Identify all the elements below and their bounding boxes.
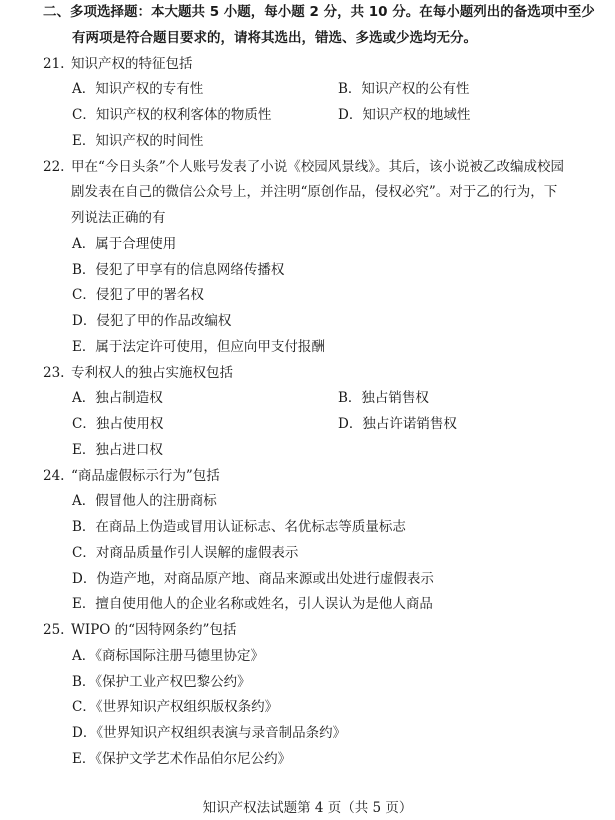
option-a: A．《商标国际注册马德里协定》	[72, 647, 264, 664]
question-number: 21.	[43, 55, 65, 72]
question-21	[0, 52, 615, 78]
question-number: 24.	[43, 467, 65, 484]
question-24	[0, 464, 615, 490]
option-c: C．侵犯了甲的署名权	[72, 287, 204, 304]
question-22	[0, 155, 615, 181]
option-c: C．《世界知识产权组织版权条约》	[72, 699, 279, 716]
question-stem: 知识产权的特征包括	[71, 55, 193, 72]
question-stem: 专利权人的独占实施权包括	[71, 364, 233, 381]
option-e: E．属于法定许可使用，但应向甲支付报酬	[72, 338, 325, 355]
question-stem: WIPO 的“因特网条约”包括	[71, 622, 237, 638]
question-stem: “商品虚假标示行为”包括	[71, 467, 220, 484]
option-b: B．独占销售权	[338, 390, 429, 407]
option-e: E．知识产权的时间性	[72, 132, 204, 149]
option-d: D．《世界知识产权组织表演与录音制品条约》	[72, 725, 347, 741]
option-d: D．伪造产地，对商品原产地、商品来源或出处进行虚假表示	[72, 570, 434, 587]
question-number: 22.	[43, 158, 65, 175]
option-d: D．知识产权的地域性	[338, 107, 471, 123]
question-23	[0, 361, 615, 387]
question-25	[0, 618, 615, 644]
section-heading-line-2: 有两项是符合题目要求的，请将其选出，错选、多选或少选均无分。	[72, 29, 477, 46]
option-a: A．知识产权的专有性	[72, 81, 204, 98]
option-b: B．《保护工业产权巴黎公约》	[72, 673, 251, 690]
option-b: B．知识产权的公有性	[338, 81, 470, 98]
option-b: B．在商品上伪造或冒用认证标志、名优标志等质量标志	[72, 519, 406, 535]
option-a: A．属于合理使用	[72, 235, 177, 252]
option-e: E．《保护文学艺术作品伯尔尼公约》	[72, 750, 292, 767]
option-b: B．侵犯了甲享有的信息网络传播权	[72, 261, 285, 278]
question-stem: 甲在“今日头条”个人账号发表了小说《校园风景线》。其后，该小说被乙改编成校园	[71, 158, 565, 175]
question-number: 25.	[43, 622, 65, 638]
question-stem-continued: 列说法正确的有	[71, 210, 166, 226]
option-e: E．独占进口权	[72, 441, 163, 458]
page-footer: 知识产权法试题第 4 页（共 5 页）	[202, 800, 413, 816]
section-heading-line-1: 二、多项选择题：本大题共 5 小题，每小题 2 分，共 10 分。在每小题列出的备选项中至少	[43, 4, 595, 20]
option-c: C．对商品质量作引人误解的虚假表示	[72, 544, 299, 561]
option-d: D．侵犯了甲的作品改编权	[72, 313, 232, 329]
option-c: C．独占使用权	[72, 416, 164, 432]
option-c: C．知识产权的权利客体的物质性	[72, 107, 272, 123]
question-number: 23.	[43, 364, 65, 381]
option-a: A．假冒他人的注册商标	[72, 493, 217, 510]
option-a: A．独占制造权	[72, 390, 163, 407]
option-d: D．独占许诺销售权	[338, 416, 457, 432]
option-e: E．擅自使用他人的企业名称或姓名，引人误认为是他人商品	[72, 596, 433, 613]
question-stem-continued: 剧发表在自己的微信公众号上，并注明“原创作品，侵权必究”。对于乙的行为，下	[71, 184, 558, 201]
